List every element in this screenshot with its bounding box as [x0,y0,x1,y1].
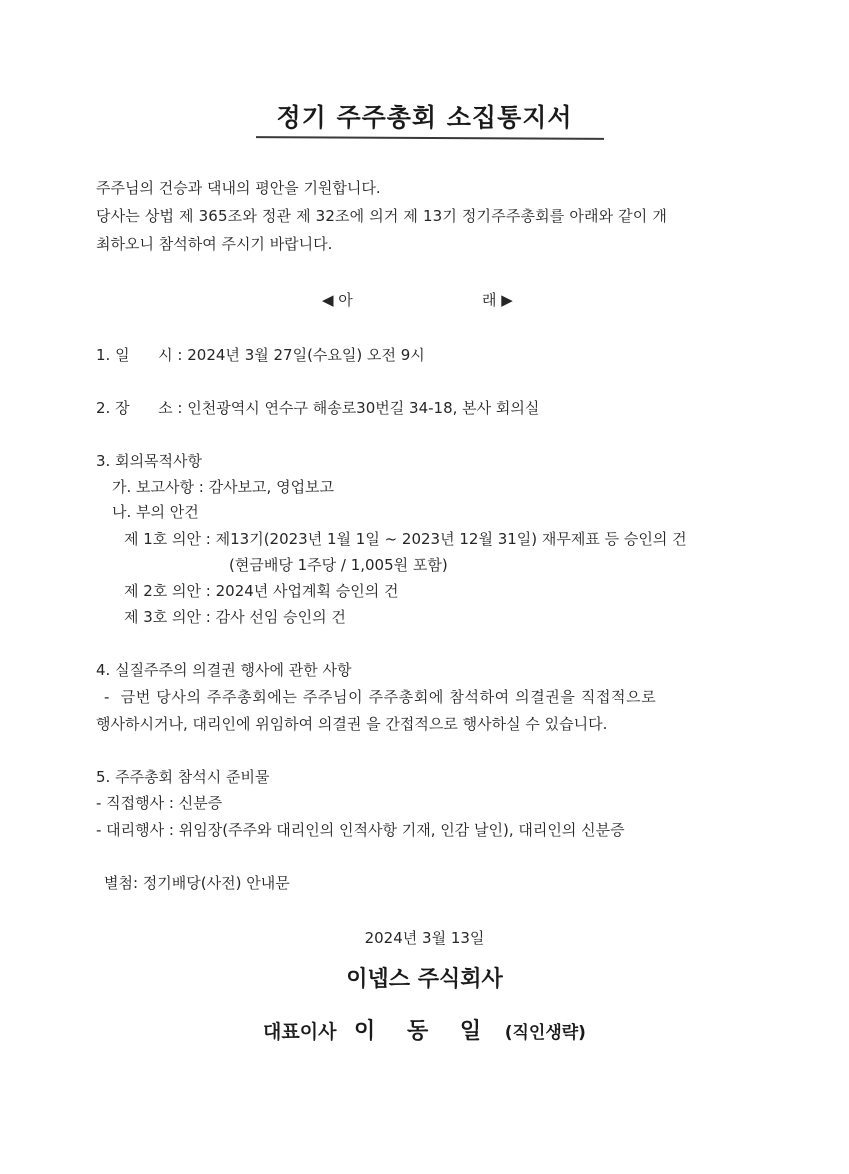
representative-name: 이 동 일 [354,1019,494,1044]
agenda-item-1: 제 1호 의안 : 제13기(2023년 1월 1일 ~ 2023년 12월 31일) 재무제표 등 승인의 건 [124,530,687,548]
item-location: 2. 장 소 : 인천광역시 연수구 해송로30번길 34-18, 본사 회의실 [96,399,540,417]
preparation-proxy: - 대리행사 : 위임장(주주와 대리인의 인적사항 기재, 인감 날인), 대리인의 신분증 [96,821,625,839]
agenda-item-3: 제 3호 의안 : 감사 선임 승인의 건 [124,608,346,626]
intro-line-1: 주주님의 건승과 댁내의 평안을 기원합니다. [96,179,381,197]
agenda-heading: 나. 부의 안건 [112,503,199,521]
notice-heading-right: 래 ▶ [482,291,513,309]
notice-date: 2024년 3월 13일 [364,929,485,947]
item-date-time: 1. 일 시 : 2024년 3월 27일(수요일) 오전 9시 [96,346,425,364]
voting-rights-heading: 4. 실질주주의 의결권 행사에 관한 사항 [96,661,352,679]
intro-line-3: 최하오니 참석하여 주시기 바랍니다. [96,235,333,253]
preparation-direct: - 직접행사 : 신분증 [96,794,223,812]
item-agenda-heading: 3. 회의목적사항 [96,452,203,470]
report-matters: 가. 보고사항 : 감사보고, 영업보고 [112,478,335,496]
attachment-note: 별첨: 정기배당(사전) 안내문 [104,874,290,892]
representative-title: 대표이사 [263,1021,337,1043]
voting-rights-line-1: - 금번 당사의 주주총회에는 주주님이 주주총회에 참석하여 의결권을 직접적으로 [104,688,657,706]
intro-line-2: 당사는 상법 제 365조와 정관 제 32조에 의거 제 13기 정기주주총회를 아래와 같이 개 [96,207,667,225]
agenda-item-1-note: (현금배당 1주당 / 1,005원 포함) [229,556,448,574]
notice-heading-left: ◀ 아 [322,291,353,309]
title-underline [256,136,604,140]
preparation-heading: 5. 주주총회 참석시 준비물 [96,768,270,786]
voting-rights-line-2: 행사하시거나, 대리인에 위임하여 의결권 을 간접적으로 행사하실 수 있습니다. [96,715,608,733]
seal-note: (직인생략) [504,1023,586,1043]
page-title: 정기 주주총회 소집통지서 [276,103,573,132]
company-name: 이넵스 주식회사 [346,967,503,992]
representative [0,1014,849,1045]
agenda-item-2: 제 2호 의안 : 2024년 사업계획 승인의 건 [124,582,399,600]
